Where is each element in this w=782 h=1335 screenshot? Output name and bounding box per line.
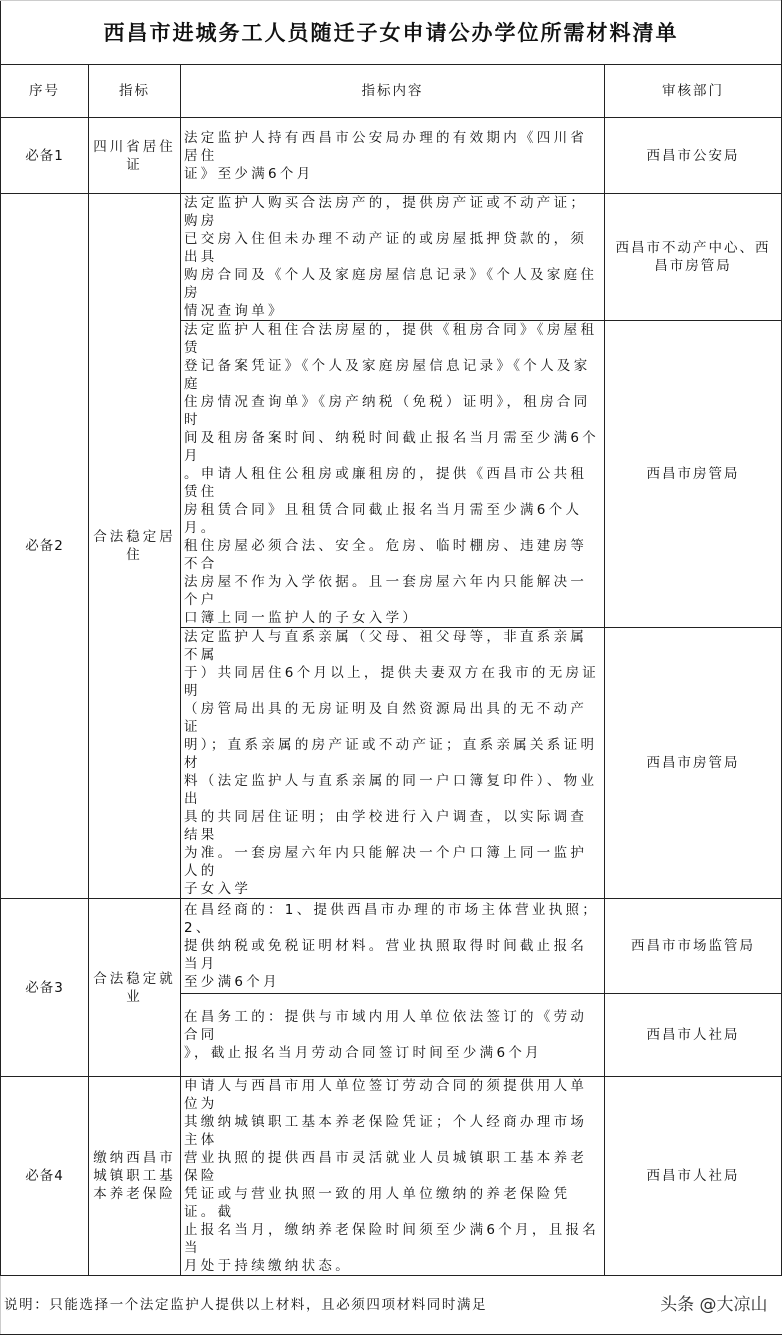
row-content: 申请人与西昌市用人单位签订劳动合同的须提供用人单位为 其缴纳城镇职工基本养老保险凭证；个人经商办理市场主体 营业执照的提供西昌市灵活就业人员城镇职工基本养老保险 凭证或与营业执照一致的用人单位缴纳的养老保险凭证。截 止报名当月，缴纳养老保险时间须至少满6个月，且报名当 月处于持续缴纳状态。 bbox=[181, 1077, 605, 1276]
row-content: 法定监护人租住合法房屋的，提供《租房合同》《房屋租赁 登记备案凭证》《个人及家庭房屋信息记录》《个人及家庭 住房情况查询单》《房产纳税（免税）证明》，租房合同时 间及租房备案时间、纳税时间截止报名当月需至少满6个月 。申请人租住公租房或廉租房的，提供《西昌市公共租赁住 房租赁合同》且租赁合同截止报名当月需至少满6个人月。 租住房屋必须合法、安全。危房、临时棚房、违建房等不合 法房屋不作为入学依据。且一套房屋六年内只能解决一个户 口簿上同一监护人的子女入学） bbox=[181, 321, 605, 628]
watermark: 头条 @大凉山 bbox=[660, 1295, 768, 1315]
row-dept: 西昌市公安局 bbox=[605, 118, 782, 194]
note-text: 说明：只能选择一个法定监护人提供以上材料，且必须四项材料同时满足 bbox=[4, 1297, 488, 1313]
row-content: 法定监护人持有西昌市公安局办理的有效期内《四川省居住 证》至少满6个月 bbox=[181, 118, 605, 194]
row-content: 在昌务工的：提供与市域内用人单位依法签订的《劳动合同 》，截止报名当月劳动合同签订时间至少满6个月 bbox=[181, 994, 605, 1077]
table-row bbox=[1, 1077, 782, 1276]
row-indicator: 合法稳定就 业 bbox=[89, 899, 181, 1077]
row-dept: 西昌市不动产中心、西 昌市房管局 bbox=[605, 194, 782, 321]
row-indicator: 缴纳西昌市 城镇职工基 本养老保险 bbox=[89, 1077, 181, 1276]
table-row bbox=[1, 194, 782, 321]
footer-row bbox=[1, 1276, 782, 1335]
row-dept: 西昌市人社局 bbox=[605, 994, 782, 1077]
row-content: 在昌经商的：1、提供西昌市办理的市场主体营业执照；2、 提供纳税或免税证明材料。营业执照取得时间截止报名当月 至少满6个月 bbox=[181, 899, 605, 994]
row-content: 法定监护人与直系亲属（父母、祖父母等，非直系亲属不属 于）共同居住6个月以上，提供夫妻双方在我市的无房证明 （房管局出具的无房证明及自然资源局出具的无不动产证 明）；直系亲属的房产证或不动产证；直系亲属关系证明材 料（法定监护人与直系亲属的同一户口簿复印件）、物业出 具的共同居住证明；由学校进行入户调查，以实际调查结果 为准。一套房屋六年内只能解决一个户口簿上同一监护人的 子女入学 bbox=[181, 628, 605, 899]
row-seq: 必备4 bbox=[1, 1077, 89, 1276]
header-dept: 审核部门 bbox=[605, 65, 782, 118]
header-indicator: 指标 bbox=[89, 65, 181, 118]
row-indicator: 合法稳定居 住 bbox=[89, 194, 181, 899]
footer-cell bbox=[1, 1276, 782, 1335]
row-dept: 西昌市房管局 bbox=[605, 628, 782, 899]
header-seq: 序号 bbox=[1, 65, 89, 118]
table-row bbox=[1, 118, 782, 194]
page-title: 西昌市进城务工人员随迁子女申请公办学位所需材料清单 bbox=[1, 1, 782, 65]
row-dept: 西昌市市场监管局 bbox=[605, 899, 782, 994]
row-seq: 必备1 bbox=[1, 118, 89, 194]
row-seq: 必备3 bbox=[1, 899, 89, 1077]
header-row bbox=[1, 65, 782, 118]
header-content: 指标内容 bbox=[181, 65, 605, 118]
row-dept: 西昌市房管局 bbox=[605, 321, 782, 628]
row-seq: 必备2 bbox=[1, 194, 89, 899]
row-content: 法定监护人购买合法房产的，提供房产证或不动产证；购房 已交房入住但未办理不动产证的或房屋抵押贷款的，须出具 购房合同及《个人及家庭房屋信息记录》《个人及家庭住房 情况查询单》 bbox=[181, 194, 605, 321]
table-row bbox=[1, 899, 782, 994]
row-indicator: 四川省居住 证 bbox=[89, 118, 181, 194]
row-dept: 西昌市人社局 bbox=[605, 1077, 782, 1276]
